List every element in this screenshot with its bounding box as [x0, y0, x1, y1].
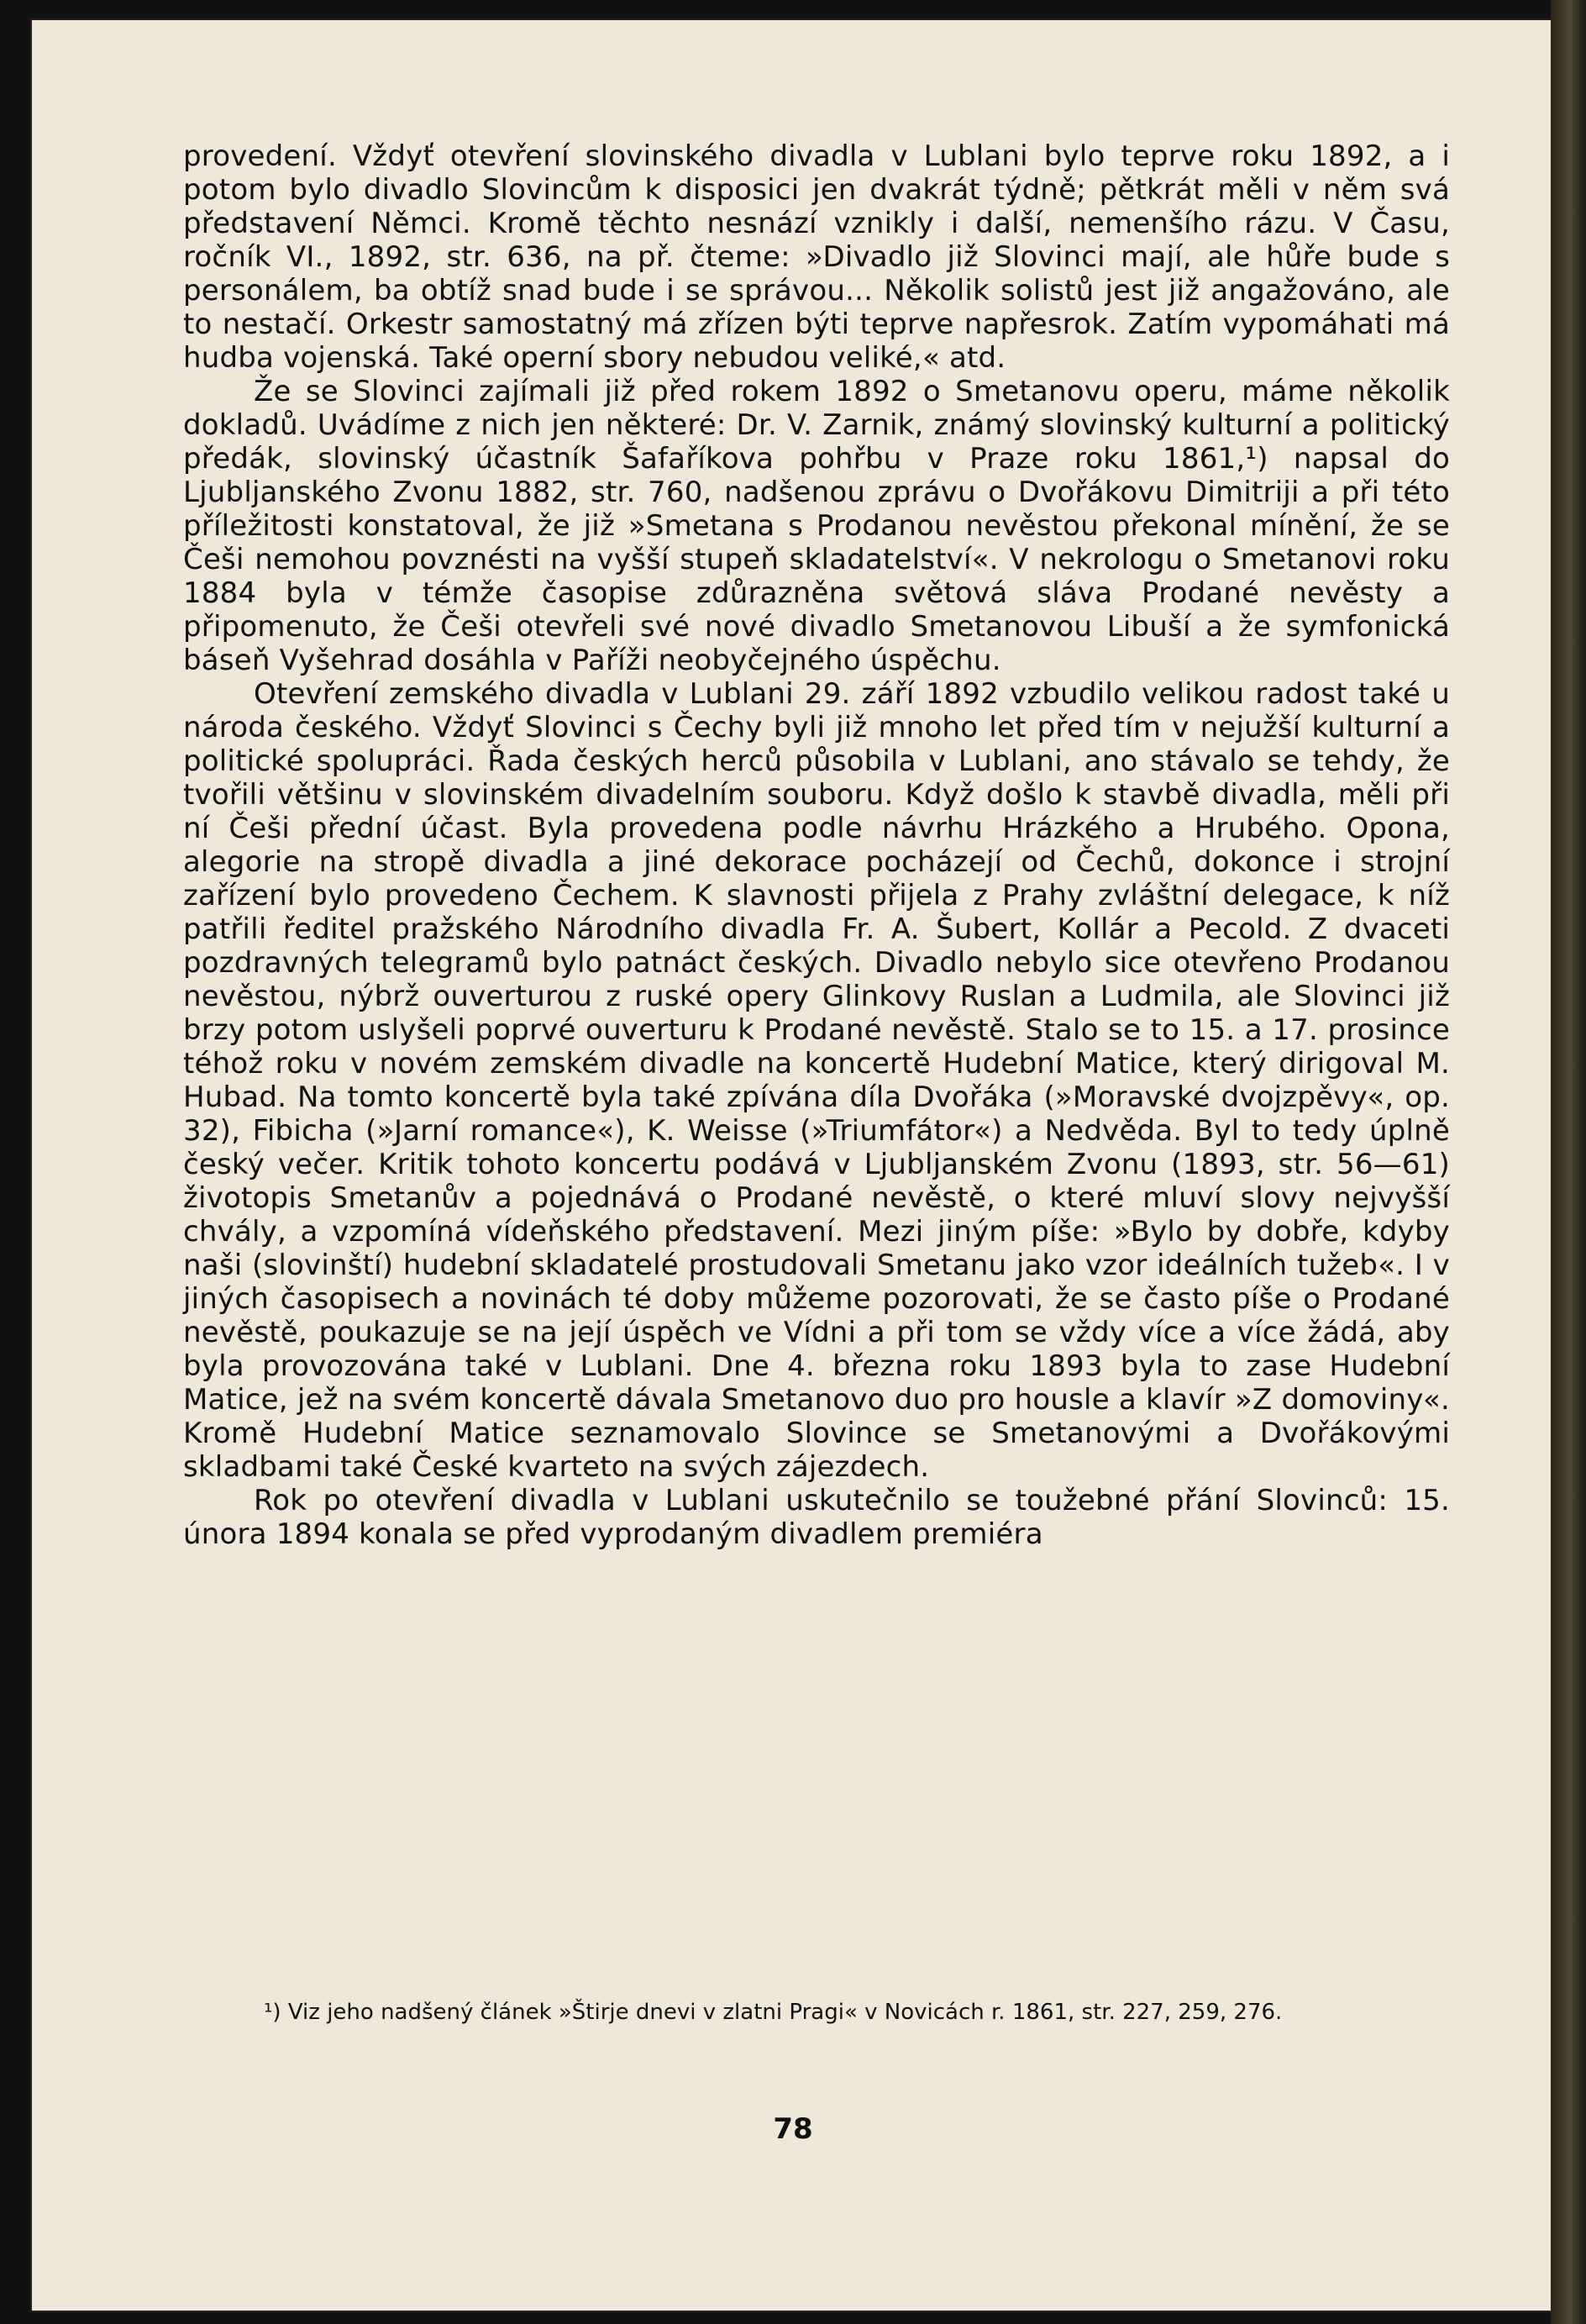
- page-number: 78: [773, 2112, 813, 2146]
- book-edge: [1551, 0, 1586, 2324]
- paragraph-1: provedení. Vždyť otevření slovinského divadla v Lublani bylo teprve roku 1892, a i potom bylo divadlo Slovincům k disposici jen dvakrát týdně; pětkrát měli v něm svá představení Němci. Kromě těchto nesnází vznikly i další, nemenšího rázu. V Času, ročník VI., 1892, str. 636, na př. čteme: »Divadlo již Slovinci mají, ale hůře bude s personálem, ba obtíž snad bude i se správou... Několik solistů jest již angažováno, ale to nestačí. Orkestr samostatný má zřízen býti teprve napřesrok. Zatím vypomáhati má hudba vojenská. Také operní sbory nebudou veliké,« atd.: [183, 139, 1450, 375]
- paragraph-2: Že se Slovinci zajímali již před rokem 1892 o Smetanovu operu, máme několik dokladů. Uvádíme z nich jen některé: Dr. V. Zarnik, známý slovinský kulturní a politický předák, slovinský účastník Šafaříkova pohřbu v Praze roku 1861,¹) napsal do Ljubljanského Zvonu 1882, str. 760, nadšenou zprávu o Dvořákovu Dimitriji a při této příležitosti konstatoval, že již »Smetana s Prodanou nevěstou překonal mínění, že se Češi nemohou povznésti na vyšší stupeň skladatelství«. V nekrologu o Smetanovi roku 1884 byla v témže časopise zdůrazněna světová sláva Prodané nevěsty a připomenuto, že Češi otevřeli své nové divadlo Smetanovou Libuší a že symfonická báseň Vyšehrad dosáhla v Paříži neobyčejného úspěchu.: [183, 375, 1450, 677]
- footnote-marker: ¹): [264, 2000, 281, 2025]
- footnote-text: Viz jeho nadšený článek »Štirje dnevi v zlatni Pragi« v Novicách r. 1861, str. 227, 259, 276.: [287, 2000, 1283, 2025]
- body-text: [183, 139, 1450, 1551]
- paragraph-4: Rok po otevření divadla v Lublani uskutečnilo se toužebné přání Slovinců: 15. února 1894 konala se před vyprodaným divadlem premiéra: [183, 1484, 1450, 1551]
- footnote: [183, 1998, 1450, 2027]
- paragraph-3: Otevření zemského divadla v Lublani 29. září 1892 vzbudilo velikou radost také u národa českého. Vždyť Slovinci s Čechy byli již mnoho let před tím v nejužší kulturní a politické spolupráci. Řada českých herců působila v Lublani, ano stávalo se tehdy, že tvořili většinu v slovinském divadelním souboru. Když došlo k stavbě divadla, měli při ní Češi přední účast. Byla provedena podle návrhu Hrázkého a Hrubého. Opona, alegorie na stropě divadla a jiné dekorace pocházejí od Čechů, dokonce i strojní zařízení bylo provedeno Čechem. K slavnosti přijela z Prahy zvláštní delegace, k níž patřili ředitel pražského Národního divadla Fr. A. Šubert, Kollár a Pecold. Z dvaceti pozdravných telegramů bylo patnáct českých. Divadlo nebylo sice otevřeno Prodanou nevěstou, nýbrž ouverturou z ruské opery Glinkovy Ruslan a Ludmila, ale Slovinci již brzy potom uslyšeli poprvé ouverturu k Prodané nevěstě. Stalo se to 15. a 17. prosince téhož roku v novém zemském divadle na koncertě Hudební Matice, který dirigoval M. Hubad. Na tomto koncertě byla také zpívána díla Dvořáka (»Moravské dvojzpěvy«, op. 32), Fibicha (»Jarní romance«), K. Weisse (»Triumfátor«) a Nedvěda. Byl to tedy úplně český večer. Kritik tohoto koncertu podává v Ljubljanském Zvonu (1893, str. 56—61) životopis Smetanův a pojednává o Prodané nevěstě, o které mluví slovy nejvyšší chvály, a vzpomíná vídeňského představení. Mezi jiným píše: »Bylo by dobře, kdyby naši (slovinští) hudební skladatelé prostudovali Smetanu jako vzor ideálních tužeb«. I v jiných časopisech a novinách té doby můžeme pozorovati, že se často píše o Prodané nevěstě, poukazuje se na její úspěch ve Vídni a při tom se vždy více a více žádá, aby byla provozována také v Lublani. Dne 4. března roku 1893 byla to zase Hudební Matice, jež na svém koncertě dávala Smetanovo duo pro housle a klavír »Z domoviny«. Kromě Hudební Matice seznamovalo Slovince se Smetanovými a Dvořákovými skladbami také České kvarteto na svých zájezdech.: [183, 677, 1450, 1484]
